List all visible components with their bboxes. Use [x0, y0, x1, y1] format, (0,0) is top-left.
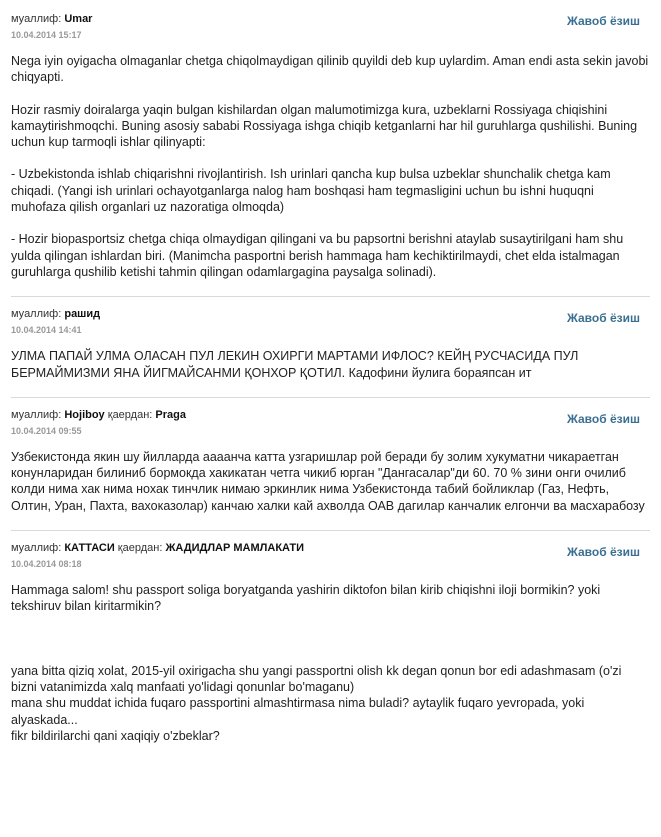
comment-meta	[11, 541, 650, 555]
author-label: муаллиф:	[11, 308, 62, 321]
comment-paragraph: fikr bildirilarchi qani xaqiqiy o'zbeklar?	[11, 728, 220, 743]
comment-item	[11, 0, 650, 297]
comment-paragraph: УЛМА ПАПАЙ УЛМА ОЛАСАН ПУЛ ЛЕКИН ОХИРГИ МАРТАМИ ИФЛОС? КЕЙҢ РУСЧАСИДА ПУЛ БЕРМАЙМИЗМИ ЯНА ЙИГМАЙСАНМИ ҚОНХОР ҚОТИЛ. Кадофини йулига бораяпсан ит	[11, 349, 579, 380]
comment-meta	[11, 408, 650, 422]
comment-body	[11, 449, 650, 514]
reply-link[interactable]: Жавоб ёзиш	[567, 14, 640, 28]
comment-item	[11, 297, 650, 398]
location-label: қаердан:	[107, 408, 153, 421]
comment-body	[11, 53, 650, 280]
comment-item	[11, 531, 650, 760]
comment-date: 10.04.2014 14:41	[11, 325, 82, 336]
comment-paragraph: - Uzbekistonda ishlab chiqarishni rivojlantirish. Ish urinlari qancha kup bulsa uzbeklar shunchalik chetga kam chiqadi. (Yangi ish urinlari ochayotganlarga nalog ham boshqasi ham tegmasligini uchun bu ishni huquqni muhofaza qilish organlari uz nazoratiga olmoqda)	[11, 167, 611, 215]
comment-meta	[11, 307, 650, 321]
author-name: КАТТАСИ	[64, 542, 115, 555]
reply-link[interactable]: Жавоб ёзиш	[567, 411, 640, 426]
author-name: Umar	[64, 13, 93, 25]
comment-paragraph: Hozir rasmiy doiralarga yaqin bulgan kishilardan olgan malumotimizga kura, uzbeklarni Rossiyaga chiqishini kamaytirishmoqchi. Buning asosiy sababi Rossiyaga ishga chiqib ketganlarni har hil guruhlarga qushilishi. Buning uchun kup tarmoqli ishlar qilinyapti:	[11, 102, 638, 150]
comment-item	[11, 398, 650, 531]
comment-body	[11, 348, 650, 381]
reply-link[interactable]: Жавоб ёзиш	[567, 311, 640, 326]
comment-paragraph: yana bitta qiziq xolat, 2015-yil oxirigacha shu yangi passportni olish kk degan qonun bor edi adashmasam (o'zi bizni vatanimizda xalq manfaati yo'lidagi qonunlar bo'maganu)	[11, 663, 622, 694]
reply-link[interactable]: Жавоб ёзиш	[567, 545, 640, 560]
author-location: Praga	[155, 408, 186, 421]
location-label: қаердан:	[117, 542, 163, 555]
author-label: муаллиф:	[11, 408, 62, 421]
comment-paragraph: Nega iyin oyigacha olmaganlar chetga chiqolmaydigan qilinib quyildi deb kup uylardim. Aman endi asta sekin javobi chiqyapti.	[11, 54, 649, 85]
paragraph-gap	[11, 631, 650, 663]
author-label: муаллиф:	[11, 542, 62, 555]
comment-paragraph: - Hozir biopasportsiz chetga chiqa olmaydigan qilingani va bu papsortni berishni ataylab susaytirilgani ham shu yulda qilingan ishlardan biri. (Manimcha pasportni berish hammaga ham kechiktirilmaydi, chet elda istalmagan guruhlarga qushilib ketishi tahmin qilingan odamlargagina paysalga solinadi).	[11, 232, 624, 279]
comment-date: 10.04.2014 15:17	[11, 30, 82, 40]
author-name: Hojiboy	[64, 408, 105, 421]
author-label: муаллиф:	[11, 13, 62, 25]
comment-date: 10.04.2014 09:55	[11, 425, 82, 436]
comment-paragraph: mana shu muddat ichida fuqaro passportini almashtirmasa nima buladi? aytaylik fuqaro yevropada, yoki alyaskada...	[11, 696, 585, 727]
author-location: ЖАДИДЛАР МАМЛАКАТИ	[165, 542, 305, 555]
author-name: рашид	[64, 308, 101, 321]
comment-paragraph: Hammaga salom! shu passport soliga boryatganda yashirin diktofon bilan kirib chiqishni iloji bormikin? yoki tekshiruv bilan kiritarmikin?	[11, 583, 601, 614]
comment-date: 10.04.2014 08:18	[11, 559, 82, 570]
comment-meta	[11, 12, 650, 26]
comment-paragraph: Узбекистонда якин шу йилларда аааанча катта узгаришлар рой беради бу золим хукуматни чикараетган конунларидан билиниб бормокда хакикатан четга чикиб юрган "Дангасалар"ди 60. 70 % зини онги очилиб колди нима хак нима нохак тинчлик нимаю эркинлик нима Узбекистонда табий бойликлар (Газ, Нефть, Олтин, Уран, Пахта, вахоказолар) канчаю халки кай ахволда ОАВ дагилар канчалик елгончи ва масхарабозу	[11, 449, 645, 513]
comment-body	[11, 582, 650, 744]
